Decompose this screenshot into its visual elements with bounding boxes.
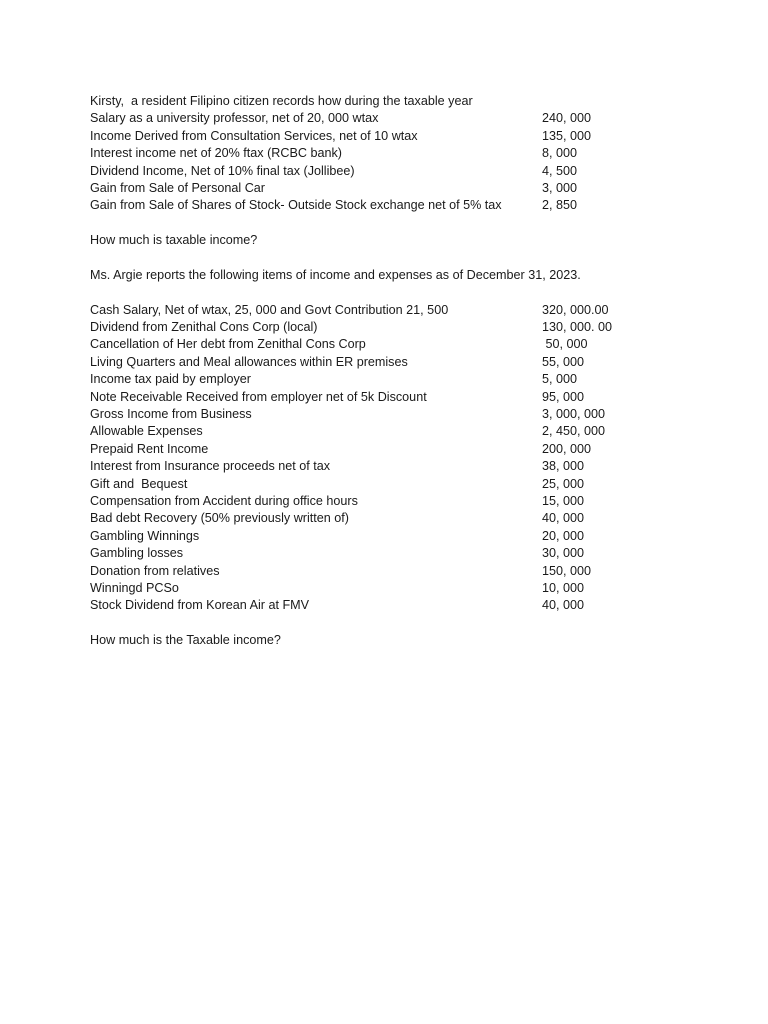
item-label: Gambling Winnings [90,528,200,543]
item-amount: 5, 000 [542,372,578,387]
item-label: Winningd PCSo [90,580,179,595]
item-amount: 150, 000 [542,563,592,578]
list-item [90,389,650,406]
intro-text: Kirsty, a resident Filipino citizen records how during the taxable year [90,94,473,108]
question-text: How much is the Taxable income? [90,633,281,648]
item-amount: 2, 850 [542,198,578,213]
item-amount: 25, 000 [542,476,585,491]
blank-line [90,215,650,232]
item-label: Cancellation of Her debt from Zenithal Cons Corp [90,337,366,352]
item-label: Gross Income from Business [90,407,252,422]
problem-2-intro [90,267,650,284]
list-item [90,597,650,614]
item-amount: 50, 000 [542,337,588,352]
item-label: Income tax paid by employer [90,372,252,387]
list-item [90,545,650,562]
list-item [90,406,650,423]
list-item [90,476,650,493]
question-text: How much is taxable income? [90,233,258,248]
list-item [90,110,650,127]
item-label: Gambling losses [90,546,184,561]
list-item [90,510,650,527]
document-page [90,93,650,650]
item-label: Gain from Sale of Personal Car [90,180,265,195]
blank-line [90,284,650,301]
item-amount: 15, 000 [542,493,585,508]
item-label: Gift and Bequest [90,476,188,491]
problem-1 [90,93,650,250]
item-label: Bad debt Recovery (50% previously written of) [90,511,349,526]
item-amount: 10, 000 [542,580,585,595]
list-item [90,458,650,475]
list-item [90,580,650,597]
problem-2-question [90,632,650,649]
list-item [90,563,650,580]
problem-1-items [90,110,650,214]
item-amount: 95, 000 [542,389,585,404]
item-label: Cash Salary, Net of wtax, 25, 000 and Govt Contribution 21, 500 [90,302,449,317]
intro-text: Ms. Argie reports the following items of income and expenses as of December 31, 2023. [90,267,581,282]
item-amount: 40, 000 [542,598,585,613]
list-item [90,423,650,440]
item-amount: 55, 000 [542,354,585,369]
item-label: Stock Dividend from Korean Air at FMV [90,598,310,613]
blank-line [90,615,650,632]
item-amount: 40, 000 [542,511,585,526]
item-label: Interest from Insurance proceeds net of tax [90,459,331,474]
item-label: Interest income net of 20% ftax (RCBC bank) [90,146,342,161]
item-amount: 4, 500 [542,163,578,178]
item-label: Dividend Income, Net of 10% final tax (Jollibee) [90,163,355,178]
item-amount: 240, 000 [542,111,592,126]
item-amount: 3, 000, 000 [542,407,606,422]
problem-2 [90,267,650,650]
item-amount: 3, 000 [542,180,578,195]
item-amount: 200, 000 [542,441,592,456]
list-item [90,528,650,545]
problem-1-question [90,232,650,249]
item-amount: 38, 000 [542,459,585,474]
item-label: Allowable Expenses [90,424,203,439]
item-label: Prepaid Rent Income [90,441,209,456]
item-amount: 130, 000. 00 [542,320,613,335]
item-amount: 320, 000.00 [542,302,609,317]
list-item [90,493,650,510]
list-item [90,302,650,319]
item-label: Note Receivable Received from employer net of 5k Discount [90,389,427,404]
list-item [90,336,650,353]
list-item [90,371,650,388]
problem-1-intro [90,93,650,110]
item-amount: 2, 450, 000 [542,424,606,439]
item-label: Income Derived from Consultation Services, net of 10 wtax [90,128,418,143]
blank-line [90,250,650,267]
item-label: Gain from Sale of Shares of Stock- Outside Stock exchange net of 5% tax [90,198,502,213]
item-amount: 135, 000 [542,128,592,143]
problem-2-items [90,302,650,615]
item-amount: 30, 000 [542,546,585,561]
item-label: Donation from relatives [90,563,220,578]
list-item [90,180,650,197]
list-item [90,354,650,371]
list-item [90,441,650,458]
list-item [90,145,650,162]
list-item [90,128,650,145]
list-item [90,163,650,180]
item-amount: 20, 000 [542,528,585,543]
list-item [90,197,650,214]
item-label: Compensation from Accident during office hours [90,493,358,508]
item-label: Dividend from Zenithal Cons Corp (local) [90,320,318,335]
item-amount: 8, 000 [542,146,578,161]
list-item [90,319,650,336]
item-label: Salary as a university professor, net of 20, 000 wtax [90,111,379,126]
item-label: Living Quarters and Meal allowances within ER premises [90,354,408,369]
